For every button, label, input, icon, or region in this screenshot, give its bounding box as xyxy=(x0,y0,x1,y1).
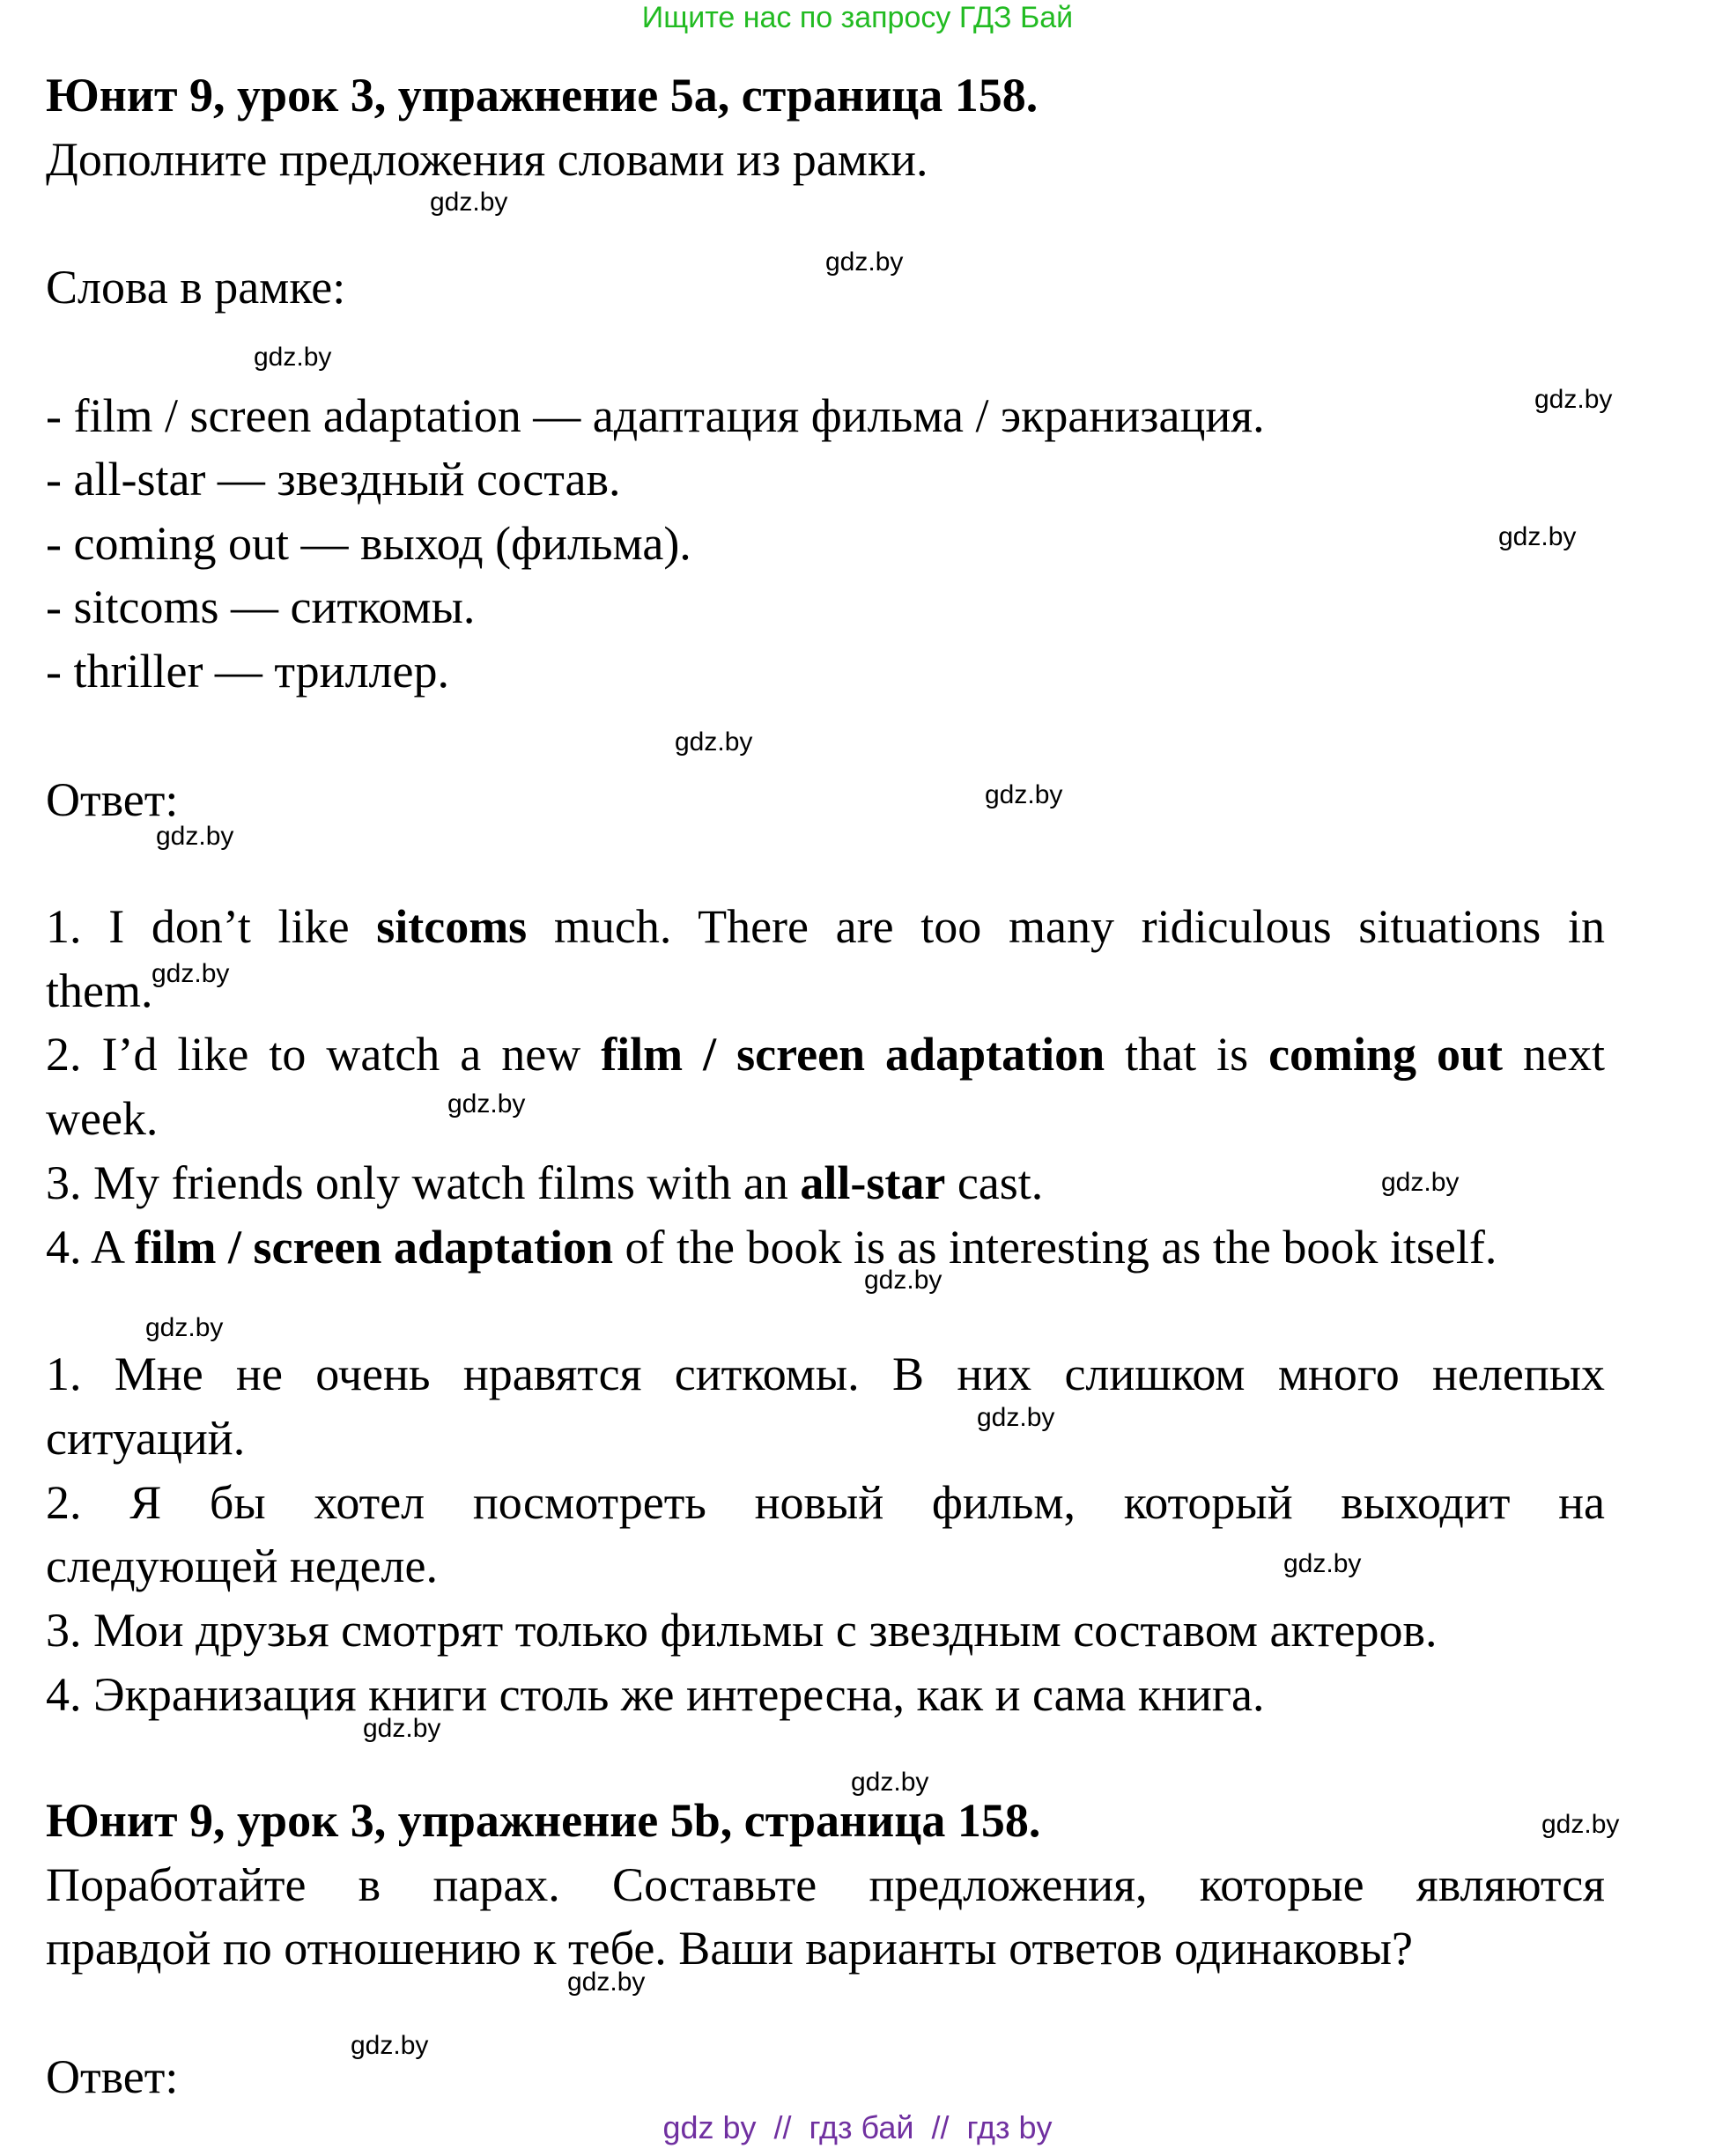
watermark: gdz.by xyxy=(977,1403,1055,1432)
watermark: gdz.by xyxy=(675,727,753,757)
exercise-5b-heading: Юнит 9, урок 3, упражнение 5b, страница 158. xyxy=(46,1794,1041,1847)
watermark: gdz.by xyxy=(1534,385,1613,414)
watermark: gdz.by xyxy=(363,1714,441,1743)
word-item: - all-star — звездный состав. xyxy=(46,453,621,506)
watermark: gdz.by xyxy=(864,1266,943,1295)
translation-ru-1-line1: 1. Мне не очень нравятся ситкомы. В них слишком много нелепых xyxy=(46,1348,1605,1400)
translation-ru-3: 3. Мои друзья смотрят только фильмы с звездным составом актеров. xyxy=(46,1604,1438,1657)
exercise-5a-heading: Юнит 9, урок 3, упражнение 5a, страница 158. xyxy=(46,69,1039,122)
answer-en-4: 4. A film / screen adaptation of the book is as interesting as the book itself. xyxy=(46,1221,1497,1274)
word-item: - thriller — триллер. xyxy=(46,645,449,698)
answer-word: all-star xyxy=(800,1156,946,1209)
answer-word: coming out xyxy=(1268,1028,1504,1081)
exercise-5b-instruction-line1: Поработайте в парах. Составьте предложения, которые являются xyxy=(46,1858,1605,1911)
word-item: - sitcoms — ситкомы. xyxy=(46,580,476,633)
word-item: - coming out — выход (фильма). xyxy=(46,517,691,570)
watermark: gdz.by xyxy=(825,247,904,277)
watermark: gdz.by xyxy=(1283,1549,1362,1578)
translation-ru-4: 4. Экранизация книги столь же интересна, как и сама книга. xyxy=(46,1668,1265,1721)
watermark: gdz.by xyxy=(567,1968,646,1997)
watermark: gdz.by xyxy=(430,188,508,217)
watermark: gdz.by xyxy=(156,822,234,851)
answer-en-1-line1: 1. I don’t like sitcoms much. There are too many ridiculous situations in xyxy=(46,900,1605,953)
answer-en-3: 3. My friends only watch films with an all-star cast. xyxy=(46,1156,1044,1209)
answer-word: film / screen adaptation xyxy=(601,1028,1105,1081)
watermark: gdz.by xyxy=(351,2031,429,2060)
watermark: gdz.by xyxy=(985,780,1063,809)
top-banner-link[interactable]: Ищите нас по запросу ГДЗ Бай xyxy=(641,1,1074,34)
answer-word: sitcoms xyxy=(376,900,528,953)
translation-ru-2-line1: 2. Я бы хотел посмотреть новый фильм, который выходит на xyxy=(46,1476,1605,1529)
watermark: gdz.by xyxy=(152,959,230,988)
answer-word: film / screen adaptation xyxy=(134,1221,614,1274)
watermark: gdz.by xyxy=(145,1313,224,1342)
answer-label: Ответ: xyxy=(46,773,179,826)
watermark: gdz.by xyxy=(851,1768,929,1797)
answer-label: Ответ: xyxy=(46,2050,179,2103)
answer-en-2-line2: week. xyxy=(46,1092,159,1145)
translation-ru-1-line2: ситуаций. xyxy=(46,1412,246,1465)
watermark: gdz.by xyxy=(1381,1168,1460,1197)
watermark: gdz.by xyxy=(254,343,332,372)
words-label: Слова в рамке: xyxy=(46,261,346,314)
exercise-5b-instruction-line2: правдой по отношению к тебе. Ваши варианты ответов одинаковы? xyxy=(46,1922,1413,1975)
answer-en-1-line2: them. xyxy=(46,964,153,1017)
watermark: gdz.by xyxy=(447,1089,526,1119)
footer-links[interactable]: gdz by // гдз бай // гдз by xyxy=(662,2109,1053,2145)
watermark: gdz.by xyxy=(1541,1810,1620,1839)
translation-ru-2-line2: следующей неделе. xyxy=(46,1539,438,1592)
word-item: - film / screen adaptation — адаптация фильма / экранизация. xyxy=(46,389,1265,442)
watermark: gdz.by xyxy=(1498,522,1577,551)
exercise-5a-instruction: Дополните предложения словами из рамки. xyxy=(46,133,928,186)
answer-en-2-line1: 2. I’d like to watch a new film / screen adaptation that is coming out next xyxy=(46,1028,1605,1081)
